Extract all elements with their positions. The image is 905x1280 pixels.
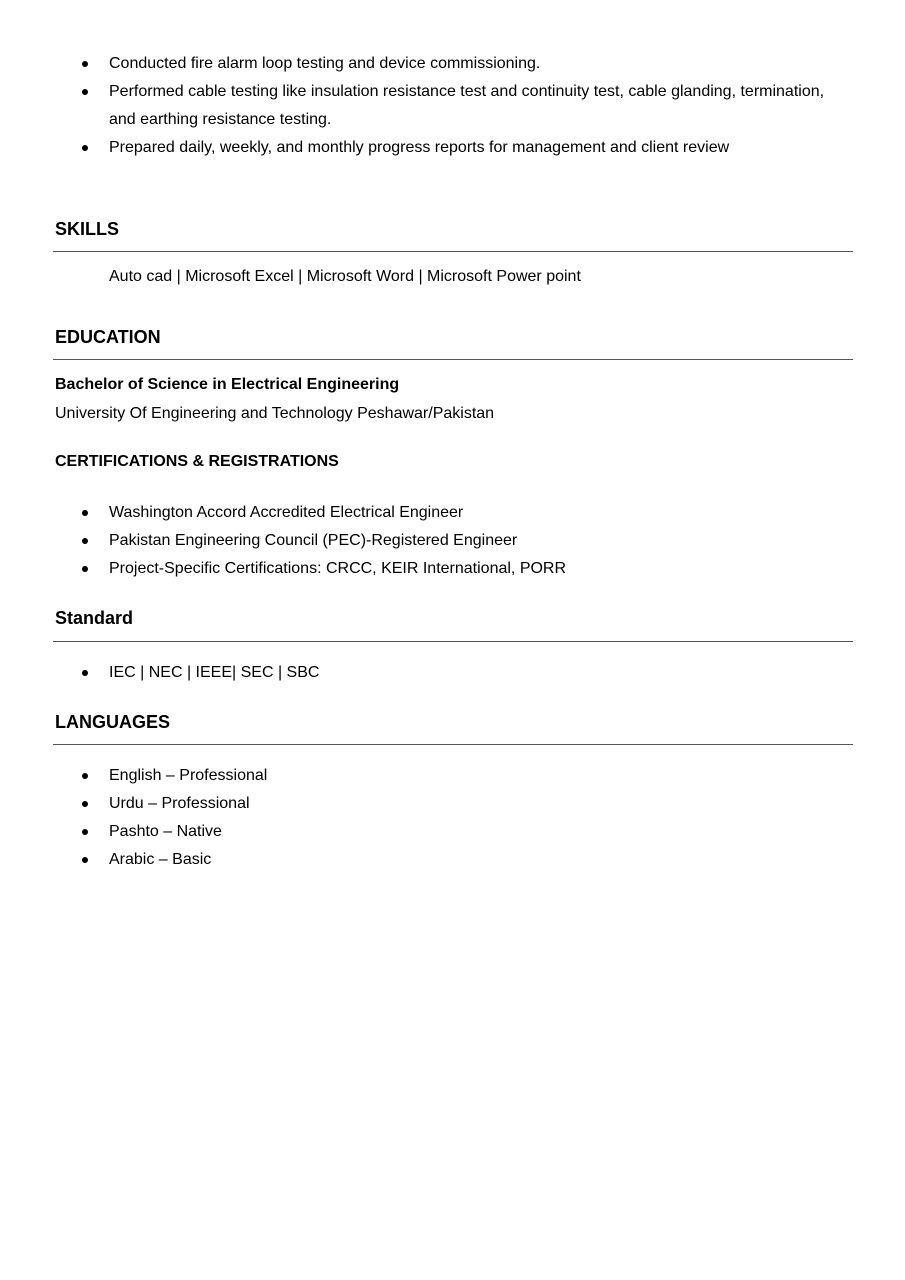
experience-bullet: Conducted fire alarm loop testing and device commissioning. [109, 55, 541, 72]
experience-bullet-continuation: and earthing resistance testing. [109, 111, 332, 128]
bullet-icon [82, 566, 88, 572]
degree-title: Bachelor of Science in Electrical Engineering [55, 376, 400, 393]
bullet-icon [82, 801, 88, 807]
bullet-icon [82, 538, 88, 544]
bullet-icon [82, 61, 88, 67]
institution-name: University Of Engineering and Technology Peshawar/Pakistan [55, 405, 495, 422]
section-divider [53, 251, 853, 252]
bullet-icon [82, 773, 88, 779]
language-item: Pashto – Native [109, 823, 222, 840]
bullet-icon [82, 510, 88, 516]
standard-heading: Standard [55, 608, 134, 628]
experience-bullet: Performed cable testing like insulation resistance test and continuity test, cable glanding, termination, [109, 83, 825, 100]
language-item: English – Professional [109, 767, 268, 784]
certifications-heading: CERTIFICATIONS & REGISTRATIONS [55, 453, 339, 470]
languages-heading: LANGUAGES [55, 712, 171, 732]
bullet-icon [82, 145, 88, 151]
section-divider [53, 744, 853, 745]
bullet-icon [82, 829, 88, 835]
bullet-icon [82, 670, 88, 676]
certification-item: Washington Accord Accredited Electrical Engineer [109, 504, 464, 521]
education-heading: EDUCATION [55, 327, 161, 347]
certification-item: Project-Specific Certifications: CRCC, KEIR International, PORR [109, 560, 567, 577]
section-divider [53, 359, 853, 360]
experience-bullet: Prepared daily, weekly, and monthly progress reports for management and client review [109, 139, 730, 156]
standard-item: IEC | NEC | IEEE| SEC | SBC [109, 664, 320, 681]
bullet-icon [82, 857, 88, 863]
bullet-icon [82, 89, 88, 95]
section-divider [53, 641, 853, 642]
skills-heading: SKILLS [55, 219, 120, 239]
certification-item: Pakistan Engineering Council (PEC)-Registered Engineer [109, 532, 518, 549]
language-item: Arabic – Basic [109, 851, 212, 868]
language-item: Urdu – Professional [109, 795, 250, 812]
skills-text: Auto cad | Microsoft Excel | Microsoft Word | Microsoft Power point [109, 268, 581, 285]
